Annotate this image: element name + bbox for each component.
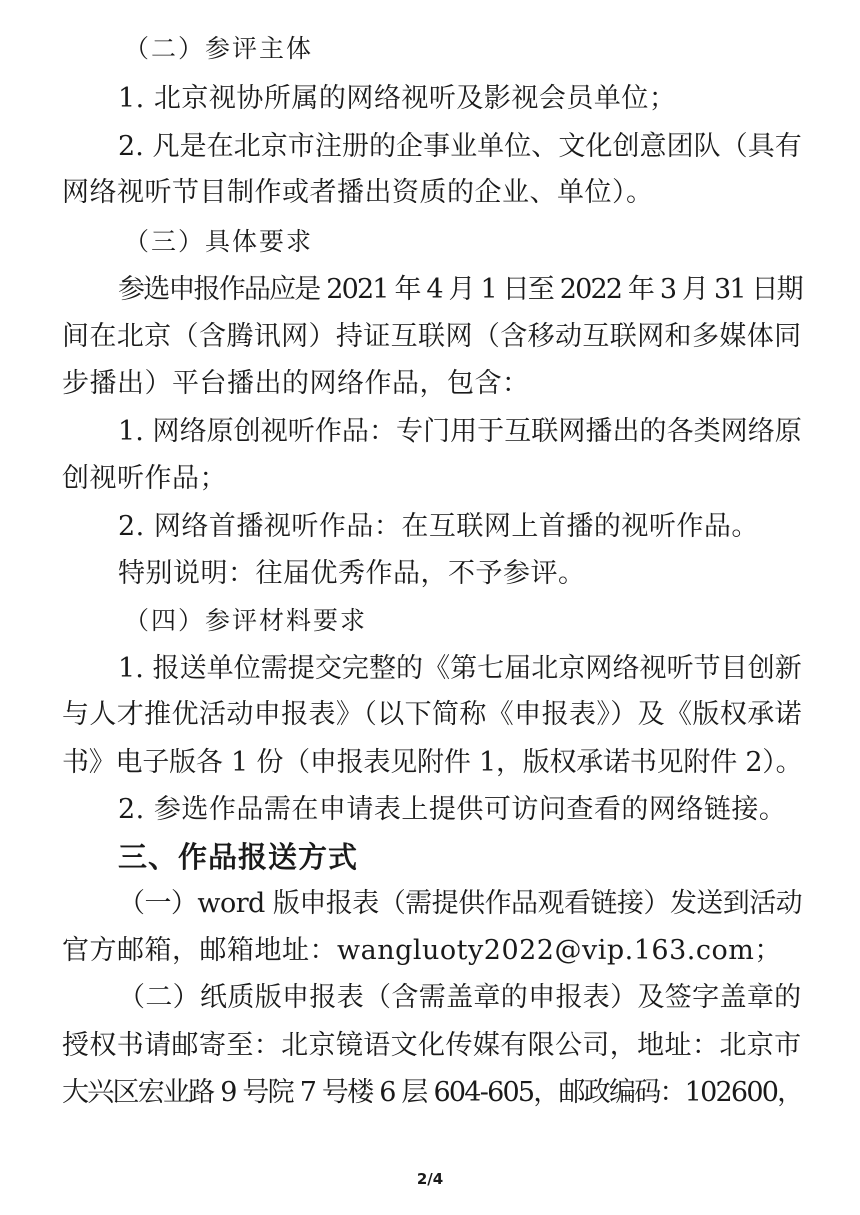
paragraph-line-address: 大兴区宏业路 9 号院 7 号楼 6 层 604-605，邮政编码：102600，	[62, 1077, 803, 1108]
subheading-materials: （四）参评材料要求	[124, 606, 368, 635]
paragraph-line: 2. 凡是在北京市注册的企事业单位、文化创意团队（具有	[118, 131, 802, 162]
paragraph-line: 2. 网络首播视听作品：在互联网上首播的视听作品。	[118, 511, 759, 542]
subheading-requirements: （三）具体要求	[124, 227, 314, 256]
paragraph-line: 授权书请邮寄至：北京镜语文化传媒有限公司，地址：北京市	[62, 1030, 802, 1061]
paragraph-line: 1. 网络原创视听作品：专门用于互联网播出的各类网络原	[118, 416, 802, 447]
paragraph-line: 参选申报作品应是 2021 年 4 月 1 日至 2022 年 3 月 31 日期	[118, 274, 802, 305]
paragraph-line: 2. 参选作品需在申请表上提供可访问查看的网络链接。	[118, 794, 787, 825]
paragraph-line: 1. 报送单位需提交完整的《第七届北京网络视听节目创新	[118, 653, 802, 684]
paragraph-line: 1. 北京视协所属的网络视听及影视会员单位；	[118, 83, 677, 114]
paragraph-line: 网络视听节目制作或者播出资质的企业、单位）。	[62, 177, 654, 208]
subheading-participants: （二）参评主体	[124, 34, 314, 63]
paragraph-line: 步播出）平台播出的网络作品，包含：	[62, 368, 530, 399]
paragraph-line: 特别说明：往届优秀作品，不予参评。	[118, 558, 586, 589]
paragraph-line: 与人才推优活动申报表》（以下简称《申报表》）及《版权承诺	[62, 699, 802, 730]
paragraph-line: 间在北京（含腾讯网）持证互联网（含移动互联网和多媒体同	[62, 321, 802, 352]
paragraph-line: 书》电子版各 1 份（申报表见附件 1，版权承诺书见附件 2）。	[62, 747, 803, 778]
paragraph-line: （二）纸质版申报表（含需盖章的申报表）及签字盖章的	[118, 982, 802, 1013]
paragraph-line: （一）word 版申报表（需提供作品观看链接）发送到活动	[118, 888, 803, 919]
page-number: 2/4	[416, 1170, 444, 1188]
section-heading-submission: 三、作品报送方式	[118, 840, 359, 874]
paragraph-line: 创视听作品；	[62, 463, 227, 494]
paragraph-line-email: 官方邮箱，邮箱地址：wangluoty2022@vip.163.com；	[62, 935, 782, 966]
